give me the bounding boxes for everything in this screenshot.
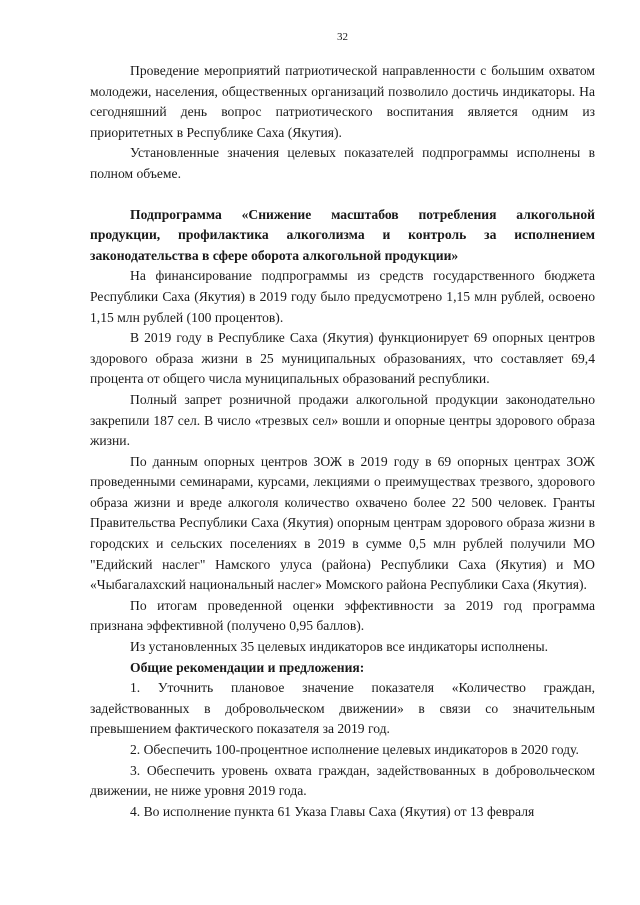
recommendation-4: 4. Во исполнение пункта 61 Указа Главы Саха (Якутия) от 13 февраля (130, 803, 535, 819)
paragraph-indicators: Из установленных 35 целевых индикаторов все индикаторы исполнены. (130, 639, 548, 655)
paragraph-financing: На финансирование подпрограммы из средств государственного бюджета Республики Саха (Якутия) в 2019 году было предусмотрено 1,15 млн рублей, освоено 1,15 млн рублей (100 процентов). (90, 268, 595, 325)
recommendation-1: 1. Уточнить плановое значение показателя «Количество граждан, задействованных в добровольческом движении» в связи со значительным превышением фактического показателя за 2019 год. (90, 680, 595, 737)
recommendation-2: 2. Обеспечить 100-процентное исполнение целевых индикаторов в 2020 году. (130, 742, 579, 757)
paragraph-sales-ban: Полный запрет розничной продажи алкогольной продукции законодательно закрепили 187 сел. В число «трезвых сел» вошли и опорные центры здорового образа жизни. (90, 391, 595, 449)
recommendations-heading: Общие рекомендации и предложения: (130, 659, 365, 675)
paragraph-patriotic-events: Проведение мероприятий патриотической направленности с большим охватом молодежи, населения, общественных организаций позволило достичь индикаторы. На сегодняшний день вопрос патриотического воспитания является одним из приоритетных в Республике Саха (Якутия). (90, 63, 595, 140)
paragraph-zozh-data: По данным опорных центров ЗОЖ в 2019 году в 69 опорных центрах ЗОЖ проведенными семинарами, курсами, лекциями о преимуществах трезвого, здорового образа жизни и вреде алкоголя количество охвачено более 22 500 человек. Гранты Правительства Республики Саха (Якутия) опорным центрам здорового образа жизни в городских и сельских поселениях в 2019 в сумме 0,5 млн рублей получили МО "Едийский наслег" Намского улуса (района) Республики Саха (Якутия) и МО «Чыбагалахский национальный наслег» Момского района Республики Саха (Якутия). (90, 453, 595, 593)
page-number: 32 (337, 31, 348, 43)
subprogram-heading: Подпрограмма «Снижение масштабов потребления алкогольной продукции, профилактика алкоголизма и контроль за исполнением законодательства в сфере оборота алкогольной продукции» (90, 206, 595, 263)
paragraph-efficiency: По итогам проведенной оценки эффективности за 2019 год программа признана эффективной (получено 0,95 баллов). (90, 597, 595, 634)
recommendation-3: 3. Обеспечить уровень охвата граждан, задействованных в добровольческом движении, не ниже уровня 2019 года. (90, 762, 595, 799)
spacer (90, 185, 595, 205)
paragraph-targets-met: Установленные значения целевых показателей подпрограммы исполнены в полном объеме. (90, 145, 595, 181)
paragraph-health-centers: В 2019 году в Республике Саха (Якутия) функционирует 69 опорных центров здорового образа жизни в 25 муниципальных образованиях, что составляет 69,4 процента от общего числа муниципальных образований республики. (90, 330, 595, 387)
